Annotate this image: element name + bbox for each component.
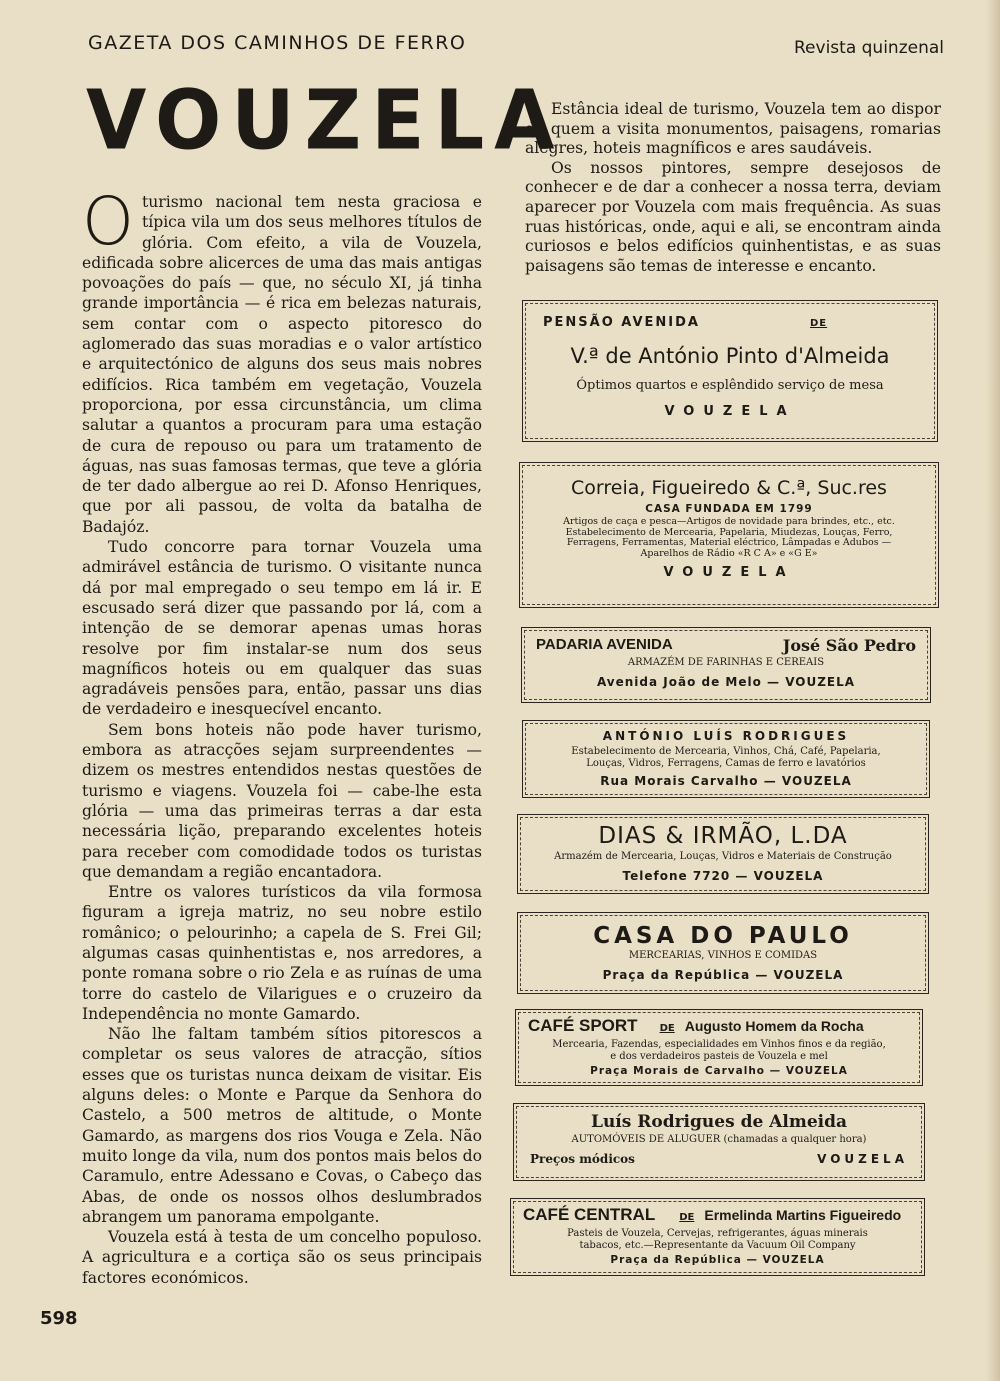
article-body-right xyxy=(525,100,941,276)
ad-header xyxy=(523,1205,912,1225)
paragraph-3: Sem bons hoteis não pode haver turismo, embora as atracções sejam surpreendentes — dizem os mestres entendidos nestas questões de turismo e viagens. Vouzela foi — cabe-lhe esta glória — uma das primeiras terras a dar esta necessária lição, preparando excelentes hoteis para receber com comodidade todos os turistas que demandam a região encantadora. xyxy=(82,720,482,881)
ad-line-1: Estabelecimento de Mercearia, Vinhos, Chá, Café, Papelaria, xyxy=(571,746,881,757)
paragraph-1-text: turismo nacional tem nesta graciosa e típica vila um dos seus melhores títulos de glória. Com efeito, a vila de Vouzela, edificada sobre alicerces de uma das mais antigas povoações do país — que, no século XI, já tinha grande importância — é rica em belezas naturais, sem contar com o aspecto pitoresco do aglomerado das suas moradias e o valor artístico e arquitectónico de alguns dos seus mais nobres edifícios. Rica também em vegetação, Vouzela proporciona, por essa circunstância, um clima salutar a quantos a procuram para uma estação de cura de repouso ou para um tratamento de águas, nas suas famosas termas, que teve a glória de ter dado albergue ao rei D. Afonso Henriques, que por ali passou, de volta da batalha de Badajóz. xyxy=(82,193,482,536)
ad-address: Rua Morais Carvalho — VOUZELA xyxy=(600,774,852,788)
ad-line-1: Mercearia, Fazendas, especialidades em Vinhos finos e da região, xyxy=(552,1039,886,1050)
ad-name: PENSÃO AVENIDA xyxy=(543,315,700,330)
ad-luis-rodrigues-de-almeida xyxy=(513,1103,925,1181)
ad-casa-do-paulo xyxy=(517,912,929,994)
ad-name: ANTÓNIO LUÍS RODRIGUES xyxy=(602,729,850,743)
publication-subtitle: Revista quinzenal xyxy=(794,38,944,58)
ad-description: MERCEARIAS, VINHOS E COMIDAS xyxy=(628,950,818,961)
paragraph-5: Não lhe faltam também sítios pitorescos a completar os seus valores de atracção, sítios esses que os turistas nunca deixam de visitar. Eis alguns deles: o Monte e Parque da Senhora do Castelo, a 500 metros de altitude, o Monte Gamardo, as margens dos rios Vouga e Zela. Não muito longe da vila, num dos pontos mais belos do Caramulo, entre Adessano e Covas, o Cabeço das Abas, de onde os nossos olhos deslumbrados abrangem um panorama empolgante. xyxy=(82,1025,482,1226)
right-paragraph-1: Estância ideal de turismo, Vouzela tem ao dispor de quem a visita monumentos, paisagens, romarias alegres, hoteis magníficos e ares saudáveis. xyxy=(525,100,941,158)
ad-pensao-avenida xyxy=(522,300,938,442)
paragraph-2: Tudo concorre para tornar Vouzela uma admirável estância de turismo. O visitante nunca dá por mal empregado o seu tempo em lá ir. E escusado será dizer que passando por lá, com a intenção de se demorar apenas umas horas resolve por fim instalar-se num dos seus magníficos hoteis ou em qualquer das suas agradáveis pensões para, então, passar uns dias de verdadeiro e inesquecível encanto. xyxy=(82,538,482,719)
paragraph-1 xyxy=(82,183,482,537)
ad-name: Luís Rodrigues de Almeida xyxy=(590,1112,847,1132)
ad-de: DE xyxy=(679,1212,695,1223)
ad-address: Avenida João de Melo — VOUZELA xyxy=(596,675,856,689)
ad-name: CAFÉ CENTRAL xyxy=(523,1205,656,1224)
article-title: VOUZELA xyxy=(86,73,565,169)
right-paragraph-2: Os nossos pintores, sempre desejosos de conhecer e de dar a conhecer a nossa terra, deviam aparecer por Vouzela com mais frequência. As suas ruas históricas, onde, aqui e ali, se encontram ainda curiosos e belos edifícios quinhentistas, e as suas paisagens são temas de interesse e encanto. xyxy=(525,158,941,275)
ad-cafe-sport xyxy=(515,1009,923,1086)
paragraph-4: Entre os valores turísticos da vila formosa figuram a igreja matriz, no seu nobre estilo românico; o pelourinho; a capela de S. Frei Gil; algumas casas quinhentistas e, nos arredores, a ponte romana sobre o rio Zela e as ruínas de uma torre do castelo de Vilarigues e o cruzeiro da Independência no monte Gamardo. xyxy=(82,883,482,1023)
ad-line-4: Aparelhos de Rádio «R C A» e «G E» xyxy=(640,547,818,559)
ad-cafe-central xyxy=(510,1198,925,1276)
publication-header: GAZETA DOS CAMINHOS DE FERRO xyxy=(88,32,467,54)
ad-name: Correia, Figueiredo & C.ª, Suc.res xyxy=(571,477,887,499)
ad-line-3: Ferragens, Ferramentas, Material eléctrico, Lâmpadas e Adubos — xyxy=(566,537,892,548)
ad-name: CASA DO PAULO xyxy=(593,923,853,949)
page-number: 598 xyxy=(40,1308,78,1329)
article-body-left xyxy=(82,183,482,1288)
paragraph-6: Vouzela está à testa de um concelho populoso. A agricultura e a cortiça são os seus principais factores económicos. xyxy=(82,1228,482,1287)
ad-founded: CASA FUNDADA EM 1799 xyxy=(645,503,813,515)
ad-town: VOUZELA xyxy=(817,1152,908,1166)
ad-name: DIAS & IRMÃO, L.DA xyxy=(598,823,848,849)
ad-owner: Ermelinda Martins Figueiredo xyxy=(704,1207,902,1223)
ad-header xyxy=(528,1016,910,1036)
ad-prices: Preços módicos xyxy=(530,1152,635,1166)
ad-padaria-avenida xyxy=(521,627,931,703)
ad-line-2: e dos verdadeiros pasteis de Vouzela e mel xyxy=(610,1051,828,1062)
ad-address: Praça da República — VOUZELA xyxy=(610,1254,825,1266)
dropcap: O xyxy=(82,183,134,260)
ad-line-1: Pasteis de Vouzela, Cervejas, refrigerantes, águas minerais xyxy=(567,1228,868,1239)
ad-line-2: tabacos, etc.—Representante da Vacuum Oil Company xyxy=(579,1240,856,1251)
ad-line-2: Estabelecimento de Mercearia, Papelaria, Miudezas, Louças, Ferro, xyxy=(565,526,893,538)
ad-de: DE xyxy=(659,1023,675,1034)
ad-header xyxy=(534,636,918,655)
ad-address: Praça Morais de Carvalho — VOUZELA xyxy=(590,1065,848,1077)
ad-name: PADARIA AVENIDA xyxy=(536,636,673,653)
ad-de: DE xyxy=(809,318,828,329)
ad-header xyxy=(535,315,925,330)
ad-owner: Augusto Homem da Rocha xyxy=(684,1018,864,1034)
ad-phone: Telefone 7720 — VOUZELA xyxy=(622,869,824,883)
ad-antonio-luis-rodrigues xyxy=(522,720,930,798)
ad-description: AUTOMÓVEIS DE ALUGUER (chamadas a qualquer hora) xyxy=(571,1134,867,1145)
ad-owner: José São Pedro xyxy=(782,636,916,655)
ad-name: CAFÉ SPORT xyxy=(528,1016,638,1035)
ad-line-2: Louças, Vidros, Ferragens, Camas de ferro e lavatórios xyxy=(586,758,866,769)
ad-description: Óptimos quartos e esplêndido serviço de mesa xyxy=(576,378,884,393)
ad-dias-irmao xyxy=(517,814,929,894)
ad-town: VOUZELA xyxy=(663,565,795,580)
ad-owner: V.ª de António Pinto d'Almeida xyxy=(570,344,890,368)
ad-description: Armazém de Mercearia, Louças, Vidros e Materiais de Construção xyxy=(554,851,892,862)
page-edge xyxy=(986,0,1000,1381)
ad-line-1: Artigos de caça e pesca—Artigos de novidade para brindes, etc., etc. xyxy=(563,516,895,527)
ad-address: Praça da República — VOUZELA xyxy=(602,968,844,982)
ad-town: VOUZELA xyxy=(664,404,796,419)
ad-footer xyxy=(526,1152,912,1166)
ad-correia-figueiredo xyxy=(519,462,939,608)
ad-description: ARMAZÉM DE FARINHAS E CEREAIS xyxy=(627,657,825,668)
